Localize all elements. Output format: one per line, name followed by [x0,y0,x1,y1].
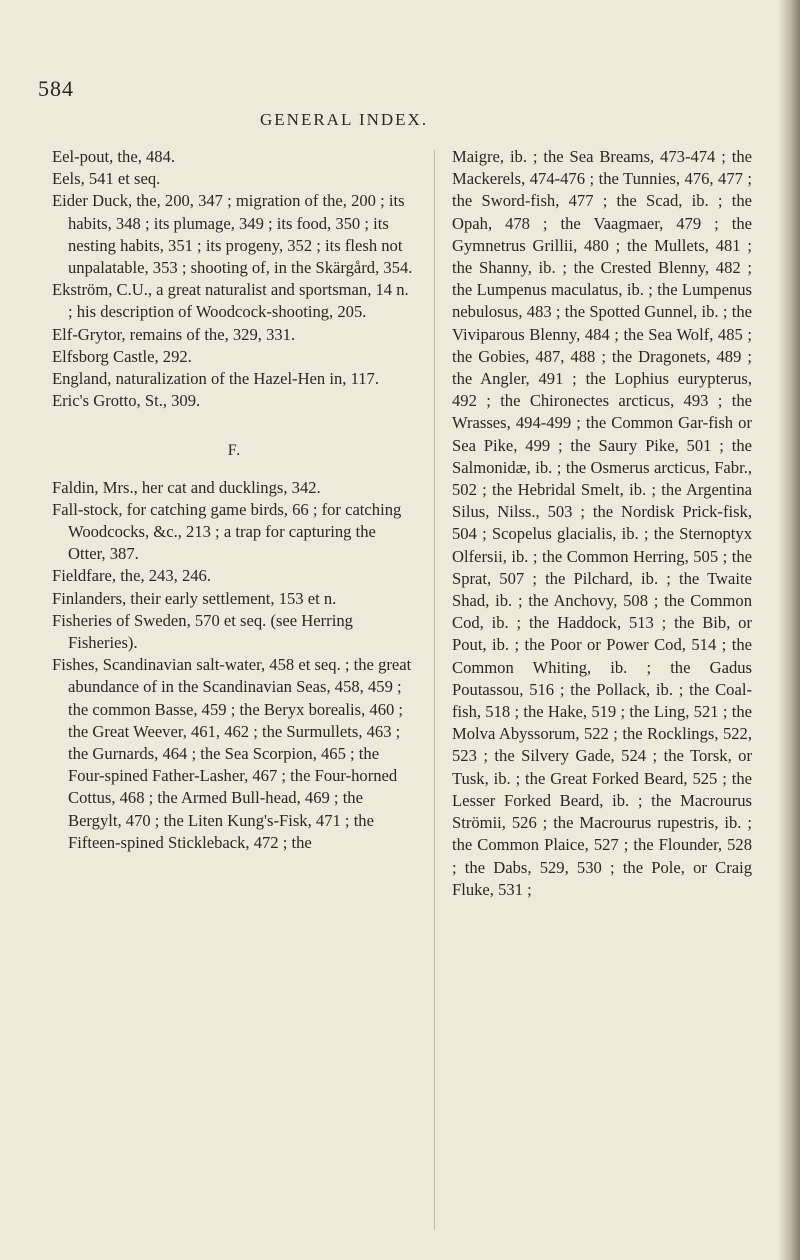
column-divider [434,150,435,1230]
index-entry: Fisheries of Sweden, 570 et seq. (see Herring Fisheries). [52,610,353,653]
page-number: 584 [38,76,74,101]
index-entry: England, naturalization of the Hazel-Hen in, 117. [52,369,379,389]
index-entry: Faldin, Mrs., her cat and ducklings, 342. [52,477,321,497]
index-entry: Fieldfare, the, 243, 246. [52,566,211,586]
index-entry: Elfsborg Castle, 292. [52,346,192,366]
section-letter: F. [227,442,242,460]
index-entry: Elf-Grytor, remains of the, 329, 331. [52,324,296,344]
index-entry: Fall-stock, for catching game birds, 66 ; for catching Woodcocks, &c., 213 ; a trap for capturing the Otter, 387. [52,499,402,564]
running-head: GENERAL INDEX. [260,110,429,129]
index-entry-continuation: Maigre, ib. ; the Sea Breams, 473-474 ; the Mackerels, 474-476 ; the Tunnies, 476, 477 ; the Sword-fish, 477 ; the Scad, ib. ; the Opah, 478 ; the Vaagmaer, 479 ; the Gymnetrus Grillii, 480 ; the Mullets, 481 ; the Shanny, ib. ; the Crested Blenny, 482 ; the Lumpenus maculatus, ib. ; the Lumpenus nebulosus, 483 ; the Spotted Gunnel, ib. ; the Viviparous Blenny, 484 ; the Sea Wolf, 485 ; the Gobies, 487, 488 ; the Dragonets, 489 ; the Angler, 491 ; the Lophius eurypterus, 492 ; the Chironectes arcticus, 493 ; the Wrasses, 494-499 ; the Common Gar-fish or Sea Pike, 499 ; the Saury Pike, 501 ; the Salmonidæ, ib. ; the Osmerus arcticus, Fabr., 502 ; the Hebridal Smelt, ib. ; the Argentina Silus, Nilss., 503 ; the Nordisk Prick-fisk, 504 ; Scopelus glacialis, ib. ; the Sternoptyx Olfersii, ib. ; the Common Herring, 505 ; the Sprat, 507 ; the Pilchard, ib. ; the Twaite Shad, ib. ; the Anchovy, 508 ; the Common Cod, ib. ; the Haddock, 513 ; the Bib, or Pout, ib. ; the Poor or Power Cod, 514 ; the Common Whiting, ib. ; the Gadus Poutassou, 516 ; the Pollack, ib. ; the Coal-fish, 518 ; the Hake, 519 ; the Ling, 521 ; the Molva Abyssorum, 522 ; the Rocklings, 522, 523 ; the Silvery Gade, 524 ; the Torsk, or Tusk, ib. ; the Great Forked Beard, 525 ; the Lesser Forked Beard, ib. ; the Macrourus Strömii, 526 ; the Macrourus rupestris, ib. ; the Common Plaice, 527 ; the Flounder, 528 ; the Dabs, 529, 530 ; the Pole, or Craig Fluke, 531 ; [452,147,752,899]
index-entry: Eels, 541 et seq. [52,169,161,189]
index-entry: Finlanders, their early settlement, 153 et n. [52,588,337,608]
left-column [52,146,417,854]
index-entry: Ekström, C.U., a great naturalist and sportsman, 14 n. ; his description of Woodcock-shooting, 205. [52,280,409,322]
index-entry: Eric's Grotto, St., 309. [52,391,201,411]
index-entry: Eel-pout, the, 484. [52,147,176,166]
index-entry: Fishes, Scandinavian salt-water, 458 et seq. ; the great abundance of in the Scandinavian Seas, 458, 459 ; the common Basse, 459 ; the Beryx borealis, 460 ; the Great Weever, 461, 462 ; the Surmullets, 463 ; the Gurnards, 464 ; the Sea Scorpion, 465 ; the Four-spined Father-Lasher, 467 ; the Four-horned Cottus, 468 ; the Armed Bull-head, 469 ; the Bergylt, 470 ; the Liten Kung's-Fisk, 471 ; the Fifteen-spined Stickleback, 472 ; the [52,655,412,852]
index-entry: Eider Duck, the, 200, 347 ; migration of the, 200 ; its habits, 348 ; its plumage, 349 ; its food, 350 ; its nesting habits, 351 ; its progeny, 352 ; its flesh not unpalatable, 353 ; shooting of, in the Skärgård, 354. [52,191,413,278]
right-column [452,146,752,901]
page-edge-shadow [778,0,800,1260]
